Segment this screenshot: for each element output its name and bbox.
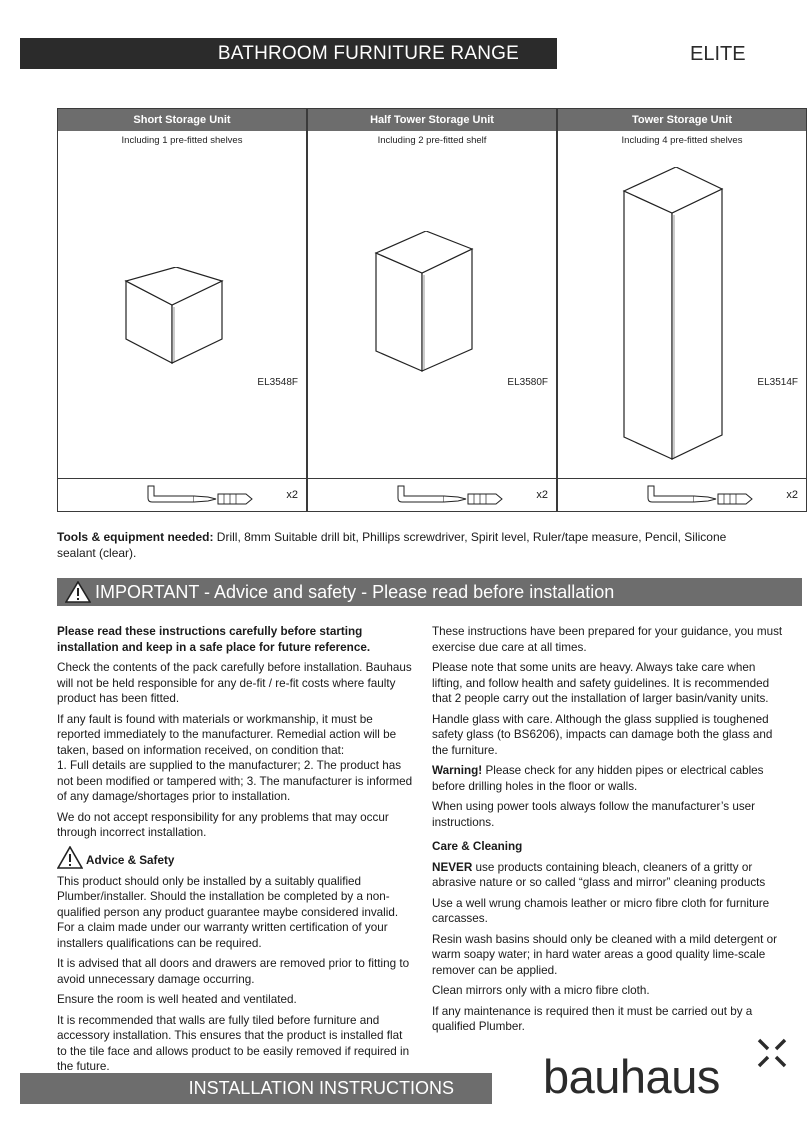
paragraph: These instructions have been prepared for your guidance, you must exercise due care at all times. — [432, 625, 783, 654]
paragraph: It is recommended that walls are fully tiled before furniture and accessory installation. This ensures that the product is installed flat to the tile face and allows product to be easily removed if required in the future. — [57, 1013, 410, 1073]
screw-plug-icon — [146, 484, 256, 508]
left-column — [57, 624, 413, 1080]
tools-text: Drill, 8mm Suitable drill bit, Phillips screwdriver, Spirit level, Ruler/tape measure, Pencil, Silicone sealant (clear). — [57, 530, 727, 560]
paragraph: If any maintenance is required then it must be carried out by a qualified Plumber. — [432, 1004, 753, 1033]
advice-heading: Advice & Safety — [86, 853, 175, 867]
fixings-row — [558, 478, 806, 513]
product-code: EL3548F — [257, 377, 298, 388]
product-code: EL3514F — [757, 377, 798, 388]
never-paragraph — [432, 860, 788, 891]
never-text: use products containing bleach, cleaners of a gritty or abrasive nature or so called “glass and mirror” cleaning products — [432, 860, 766, 889]
paragraph: 1. Full details are supplied to the manufacturer; 2. The product has not been modified or tampered with; 3. The manufacturer is informed of any damage/shortages prior to installation. — [57, 759, 413, 803]
paragraph: We do not accept responsibility for any problems that may occur through incorrect installation. — [57, 810, 389, 839]
important-banner — [57, 578, 802, 606]
tools-needed — [57, 529, 737, 561]
warning-label: Warning! — [432, 764, 483, 777]
short-cabinet-drawing — [124, 267, 224, 367]
product-panel-short — [57, 108, 307, 512]
fixing-quantity: x2 — [286, 489, 298, 501]
paragraph: Use a well wrung chamois leather or micro fibre cloth for furniture carcasses. — [432, 896, 770, 925]
fixing-quantity: x2 — [536, 489, 548, 501]
footer-title: INSTALLATION INSTRUCTIONS — [188, 1078, 454, 1098]
paragraph: Ensure the room is well heated and ventilated. — [57, 993, 297, 1006]
product-panel-tower — [557, 108, 807, 512]
fixing-quantity: x2 — [786, 489, 798, 501]
paragraph: When using power tools always follow the manufacturer’s user instructions. — [432, 800, 756, 829]
range-name: ELITE — [690, 43, 746, 65]
paragraph: Please note that some units are heavy. Always take care when lifting, and follow health and safety guidelines. It is recommended that 2 people carry out the installation of larger basin/vanity units. — [432, 661, 770, 705]
product-subtitle: Including 4 pre-fitted shelves — [621, 135, 743, 146]
product-panel-half-tower — [307, 108, 557, 512]
tower-cabinet-drawing — [622, 167, 724, 461]
paragraph: Handle glass with care. Although the glass supplied is toughened safety glass (to BS6206), impacts can damage both the glass and the furniture. — [432, 712, 773, 757]
logo-x-mark-icon — [755, 1036, 789, 1070]
never-label: NEVER — [432, 860, 473, 874]
paragraph: Check the contents of the pack carefully before installation. Bauhaus will not be held responsible for any de-fit / re-fit costs where faulty product has been fitted. — [57, 661, 412, 705]
warning-paragraph — [432, 763, 788, 794]
warning-icon — [57, 846, 83, 869]
footer-bar — [20, 1073, 492, 1104]
product-title: Tower Storage Unit — [558, 109, 806, 131]
paragraph: Resin wash basins should only be cleaned with a mild detergent or warm soapy water; in hard water areas a good quality lime-scale remover can be applied. — [432, 932, 777, 977]
paragraph: If any fault is found with materials or workmanship, it must be reported immediately to the manufacturer. Remedial action will be taken, based on information received, on condition that: — [57, 712, 397, 757]
half-tower-cabinet-drawing — [374, 231, 474, 373]
product-code: EL3580F — [507, 377, 548, 388]
paragraph: Clean mirrors only with a micro fibre cloth. — [432, 984, 650, 997]
intro-text: Please read these instructions carefully before starting installation and keep in a safe place for future reference. — [57, 625, 371, 654]
product-subtitle: Including 1 pre-fitted shelves — [121, 135, 243, 146]
right-column — [432, 624, 788, 1040]
product-subtitle: Including 2 pre-fitted shelf — [377, 135, 487, 146]
advice-heading-row — [57, 846, 413, 872]
paragraph: It is advised that all doors and drawers are removed prior to fitting to avoid unnecessary damage occurring. — [57, 957, 410, 986]
important-title: IMPORTANT - Advice and safety - Please read before installation — [95, 582, 615, 602]
warning-text: Please check for any hidden pipes or electrical cables before drilling holes in the floor or walls. — [432, 764, 764, 793]
product-title: Short Storage Unit — [58, 109, 306, 131]
fixings-row — [308, 478, 556, 513]
warning-icon — [65, 581, 91, 603]
screw-plug-icon — [646, 484, 756, 508]
header-title: BATHROOM FURNITURE RANGE — [217, 43, 519, 64]
bauhaus-logo: bauhaus — [543, 1050, 720, 1103]
care-heading: Care & Cleaning — [432, 840, 523, 853]
product-title: Half Tower Storage Unit — [308, 109, 556, 131]
tools-label: Tools & equipment needed: — [57, 530, 214, 544]
fixings-row — [58, 478, 306, 513]
screw-plug-icon — [396, 484, 506, 508]
header-bar — [20, 38, 557, 69]
paragraph: This product should only be installed by a suitably qualified Plumber/installer. Should the installation be completed by a non-qualified person any product guarantee maybe considered invalid. For a claim made under our warranty written certification of your installers qualifications can be required. — [57, 874, 399, 950]
